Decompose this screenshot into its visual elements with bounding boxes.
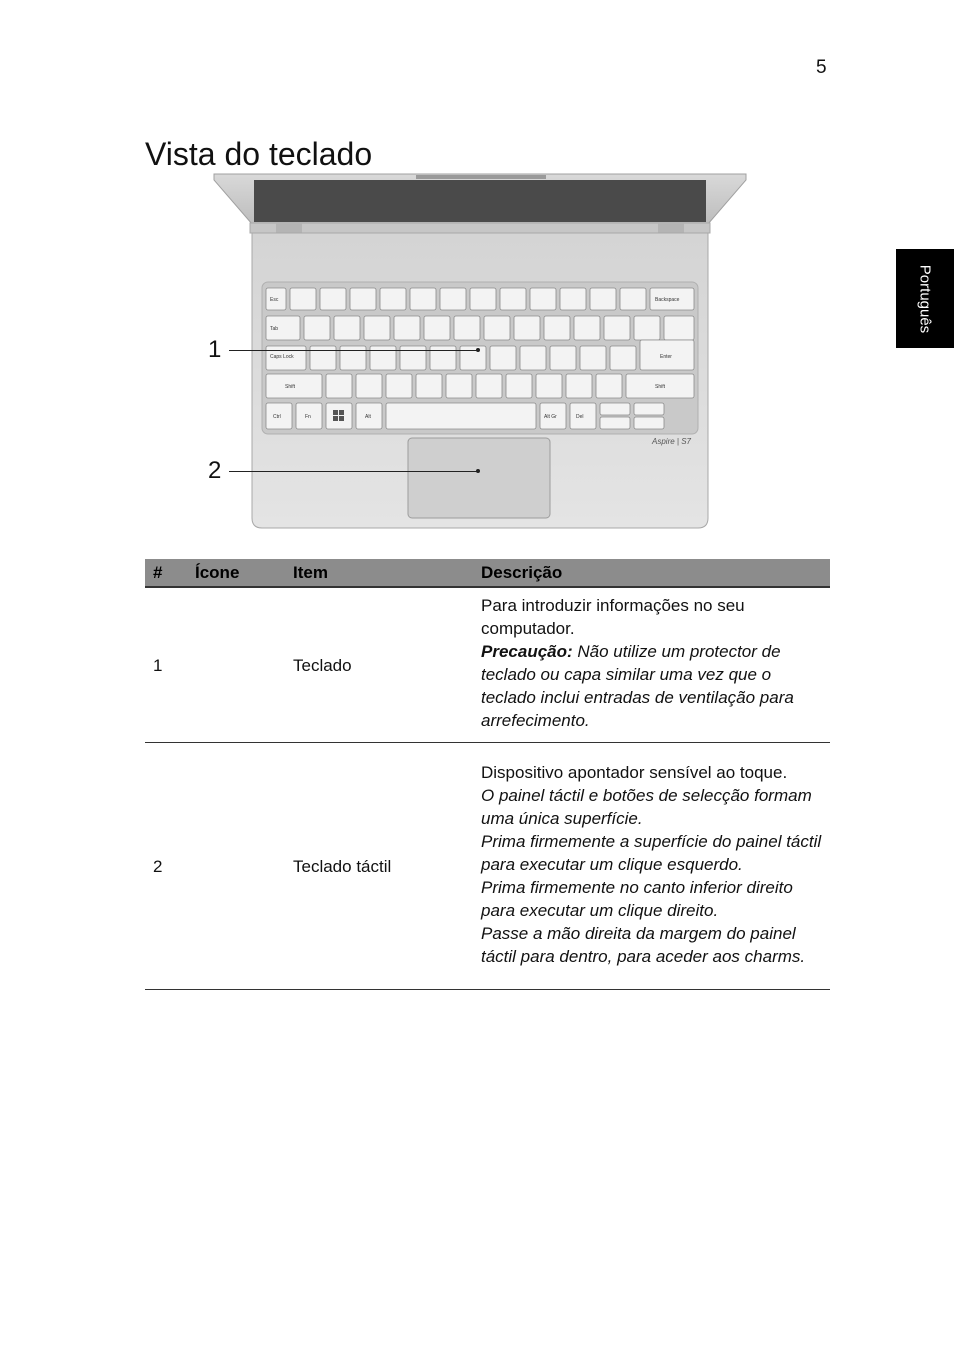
key-del-label: Del: [576, 414, 584, 420]
row-item: Teclado: [285, 587, 473, 743]
key-fn-label: Fn: [305, 414, 311, 420]
table-header-row: [145, 559, 830, 587]
row-number: 2: [145, 743, 187, 990]
key-shift-left-label: Shift: [285, 384, 296, 390]
page-number: 5: [816, 57, 827, 78]
touchpad-illustration: [408, 438, 550, 518]
key-ctrl-label: Ctrl: [273, 414, 281, 420]
row-description: [473, 587, 830, 743]
header-number: #: [145, 559, 187, 587]
callout-2-dot: [476, 469, 480, 473]
table-row: [145, 743, 830, 990]
row-item: Teclado táctil: [285, 743, 473, 990]
component-table: [145, 559, 830, 990]
header-description: Descrição: [473, 559, 830, 587]
table-row: [145, 587, 830, 743]
key-esc-label: Esc: [270, 297, 279, 303]
language-tab: [896, 249, 954, 348]
description-text: Dispositivo apontador sensível ao toque.: [481, 762, 788, 782]
description-text: Para introduzir informações no seu computador.: [481, 596, 745, 638]
header-item: Item: [285, 559, 473, 587]
key-tab-label: Tab: [270, 326, 279, 332]
row-icon: [187, 743, 285, 990]
key-enter-label: Enter: [660, 354, 672, 360]
callout-1: 1: [208, 336, 222, 363]
caution-label: Precaução:: [481, 642, 573, 661]
callout-1-leader: [229, 350, 477, 351]
key-altgr-label: Alt Gr: [544, 414, 557, 420]
callout-2-leader: [229, 471, 477, 472]
laptop-illustration: [200, 168, 760, 543]
brand-label: Aspire | S7: [652, 437, 691, 446]
description-note-2: Prima firmemente a superfície do painel táctil para executar um clique esquerdo.: [481, 831, 822, 874]
keyboard-view-figure: [200, 168, 760, 543]
description-note-3: Prima firmemente no canto inferior direito para executar um clique direito.: [481, 877, 793, 920]
caution-text: Não utilize um protector de teclado ou capa similar uma vez que o teclado inclui entradas de ventilação para arrefecimento.: [481, 642, 794, 730]
header-icon: Ícone: [187, 559, 285, 587]
key-alt-label: Alt: [365, 414, 371, 420]
row-description: [473, 743, 830, 990]
language-tab-label: Português: [916, 264, 934, 333]
key-backspace-label: Backspace: [655, 297, 680, 303]
row-icon: [187, 587, 285, 743]
key-shift-right-label: Shift: [655, 384, 666, 390]
row-number: 1: [145, 587, 187, 743]
description-note-4: Passe a mão direita da margem do painel táctil para dentro, para aceder aos charms.: [481, 923, 806, 966]
description-note-1: O painel táctil e botões de selecção formam uma única superfície.: [481, 785, 812, 828]
callout-1-dot: [476, 348, 480, 352]
key-capslock-label: Caps Lock: [270, 354, 294, 360]
callout-2: 2: [208, 457, 222, 484]
page-title: Vista do teclado: [145, 136, 373, 173]
